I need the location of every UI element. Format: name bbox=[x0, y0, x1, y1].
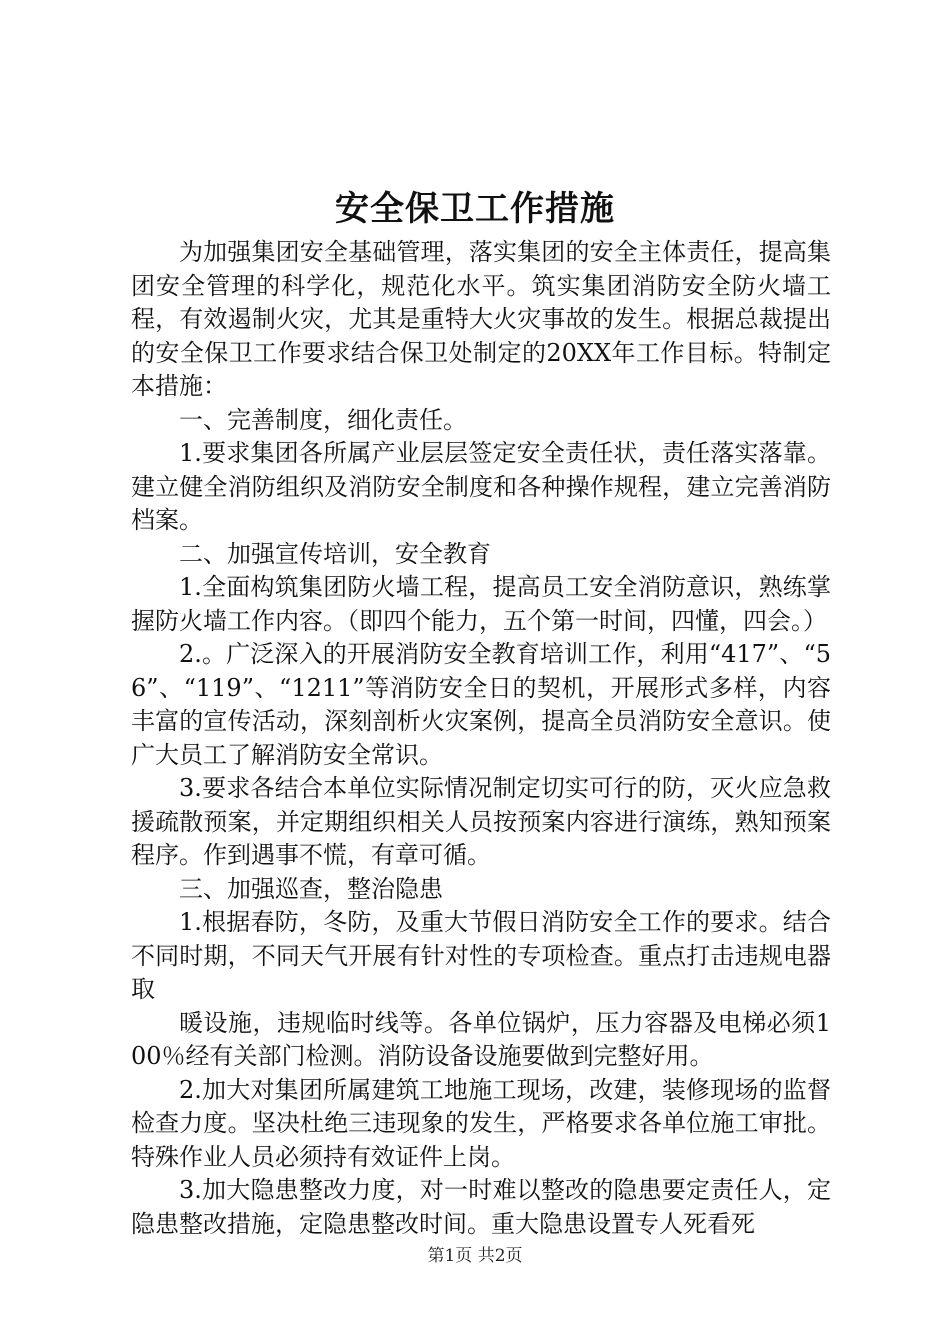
section-heading-1: 一、完善制度，细化责任。 bbox=[179, 405, 467, 434]
section-heading-2: 二、加强宣传培训，安全教育 bbox=[179, 539, 491, 568]
page-footer: 第1页 共2页 bbox=[427, 1246, 523, 1266]
document-title: 安全保卫工作措施 bbox=[335, 189, 615, 229]
paragraph-2-3: 3.要求各结合本单位实际情况制定切实可行的防，灭火应急救援疏散预案，并定期组织相关人员按预案内容进行演练，熟知预案程序。作到遇事不慌，有章可循。 bbox=[131, 774, 831, 869]
section-heading-3: 三、加强巡查，整治隐患 bbox=[179, 874, 443, 903]
paragraph-3-2: 2.加大对集团所属建筑工地施工现场，改建，装修现场的监督检查力度。坚决杜绝三违现象的发生，严格要求各单位施工审批。特殊作业人员必须持有效证件上岗。 bbox=[131, 1075, 831, 1171]
paragraph-2-1: 1.全面构筑集团防火墙工程，提高员工安全消防意识，熟练掌握防火墙工作内容。（即四个能力，五个第一时间，四懂，四会。） bbox=[131, 573, 831, 635]
paragraph-3-1-cont: 暖设施，违规临时线等。各单位锅炉，压力容器及电梯必须100％经有关部门检测。消防设备设施要做到完整好用。 bbox=[131, 1008, 831, 1070]
document-body bbox=[131, 236, 831, 1241]
paragraph-intro: 为加强集团安全基础管理，落实集团的安全主体责任，提高集团安全管理的科学化，规范化水平。筑实集团消防安全防火墙工程，有效遏制火灾，尤其是重特大火灾事故的发生。根据总裁提出的安全保卫工作要求结合保卫处制定的20XX年工作目标。特制定本措施： bbox=[131, 238, 831, 400]
paragraph-3-1: 1.根据春防，冬防，及重大节假日消防安全工作的要求。结合不同时期，不同天气开展有针对性的专项检查。重点打击违规电器取 bbox=[131, 908, 831, 1003]
paragraph-3-3: 3.加大隐患整改力度，对一时难以整改的隐患要定责任人，定隐患整改措施，定隐患整改时间。重大隐患设置专人死看死 bbox=[131, 1176, 831, 1238]
paragraph-2-2: 2.。广泛深入的开展消防安全教育培训工作，利用“417”、“56”、“119”、“1211”等消防安全日的契机，开展形式多样，内容丰富的宣传活动，深刻剖析火灾案例，提高全员消防安全意识。使广大员工了解消防安全常识。 bbox=[131, 640, 831, 769]
paragraph-1-1: 1.要求集团各所属产业层层签定安全责任状，责任落实落靠。建立健全消防组织及消防安全制度和各种操作规程，建立完善消防档案。 bbox=[131, 439, 831, 534]
